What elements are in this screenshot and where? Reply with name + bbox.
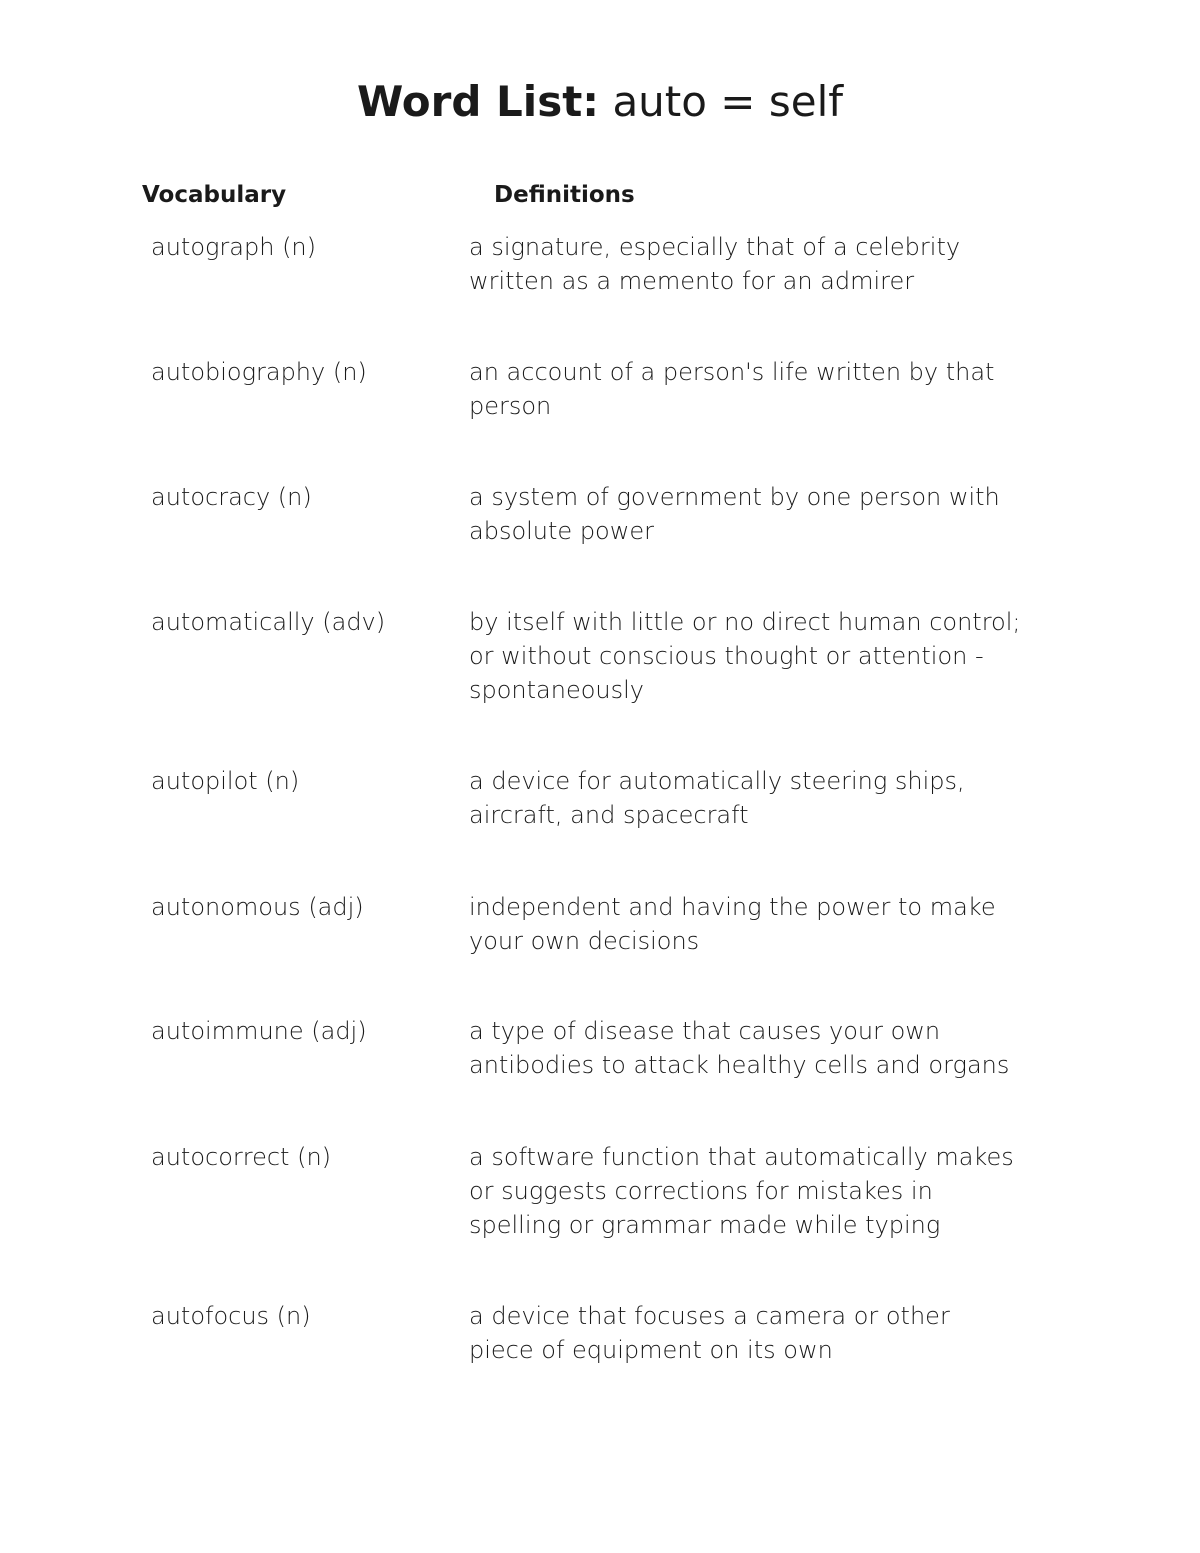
vocabulary-term: automatically (adv) <box>151 608 386 636</box>
vocabulary-term: autocorrect (n) <box>151 1143 332 1171</box>
vocabulary-term: autofocus (n) <box>151 1302 311 1330</box>
definition-line: a device that focuses a camera or other <box>469 1302 950 1330</box>
definition-line: a software function that automatically makes <box>469 1143 1014 1171</box>
definition-line: or without conscious thought or attention - <box>469 642 984 670</box>
definition-line: piece of equipment on its own <box>469 1336 833 1364</box>
definition-line: spontaneously <box>469 676 644 704</box>
page-title <box>0 74 1200 130</box>
vocabulary-term: autoimmune (adj) <box>151 1017 367 1045</box>
definition-line: a type of disease that causes your own <box>469 1017 941 1045</box>
definition-line: a system of government by one person with <box>469 483 1000 511</box>
definition-line: or suggests corrections for mistakes in <box>469 1177 933 1205</box>
vocabulary-column-header: Vocabulary <box>142 182 287 208</box>
definition-line: a signature, especially that of a celebrity <box>469 233 961 261</box>
definition-line: a device for automatically steering ships, <box>469 767 965 795</box>
vocabulary-term: autobiography (n) <box>151 358 367 386</box>
definition <box>469 1299 1069 1367</box>
definition-line: aircraft, and spacecraft <box>469 801 749 829</box>
definition <box>469 230 1069 298</box>
definition-line: an account of a person's life written by that <box>469 358 995 386</box>
vocabulary-term: autograph (n) <box>151 233 316 261</box>
definition <box>469 1140 1069 1242</box>
definition-line: independent and having the power to make <box>469 893 996 921</box>
definition <box>469 480 1069 548</box>
definition <box>469 890 1069 958</box>
title-prefix: Word List: <box>356 77 600 126</box>
definitions-column-header: Definitions <box>494 182 635 208</box>
vocabulary-term: autonomous (adj) <box>151 893 364 921</box>
definition-line: written as a memento for an admirer <box>469 267 915 295</box>
definition-line: person <box>469 392 552 420</box>
definition <box>469 1014 1069 1082</box>
definition-line: by itself with little or no direct human control; <box>469 608 1021 636</box>
vocabulary-term: autopilot (n) <box>151 767 300 795</box>
definition <box>469 605 1069 707</box>
definition-line: antibodies to attack healthy cells and organs <box>469 1051 1010 1079</box>
definition <box>469 764 1069 832</box>
definition <box>469 355 1069 423</box>
definition-line: your own decisions <box>469 927 700 955</box>
definition-line: spelling or grammar made while typing <box>469 1211 941 1239</box>
definition-line: absolute power <box>469 517 654 545</box>
vocabulary-term: autocracy (n) <box>151 483 312 511</box>
title-root: auto = self <box>612 77 844 126</box>
